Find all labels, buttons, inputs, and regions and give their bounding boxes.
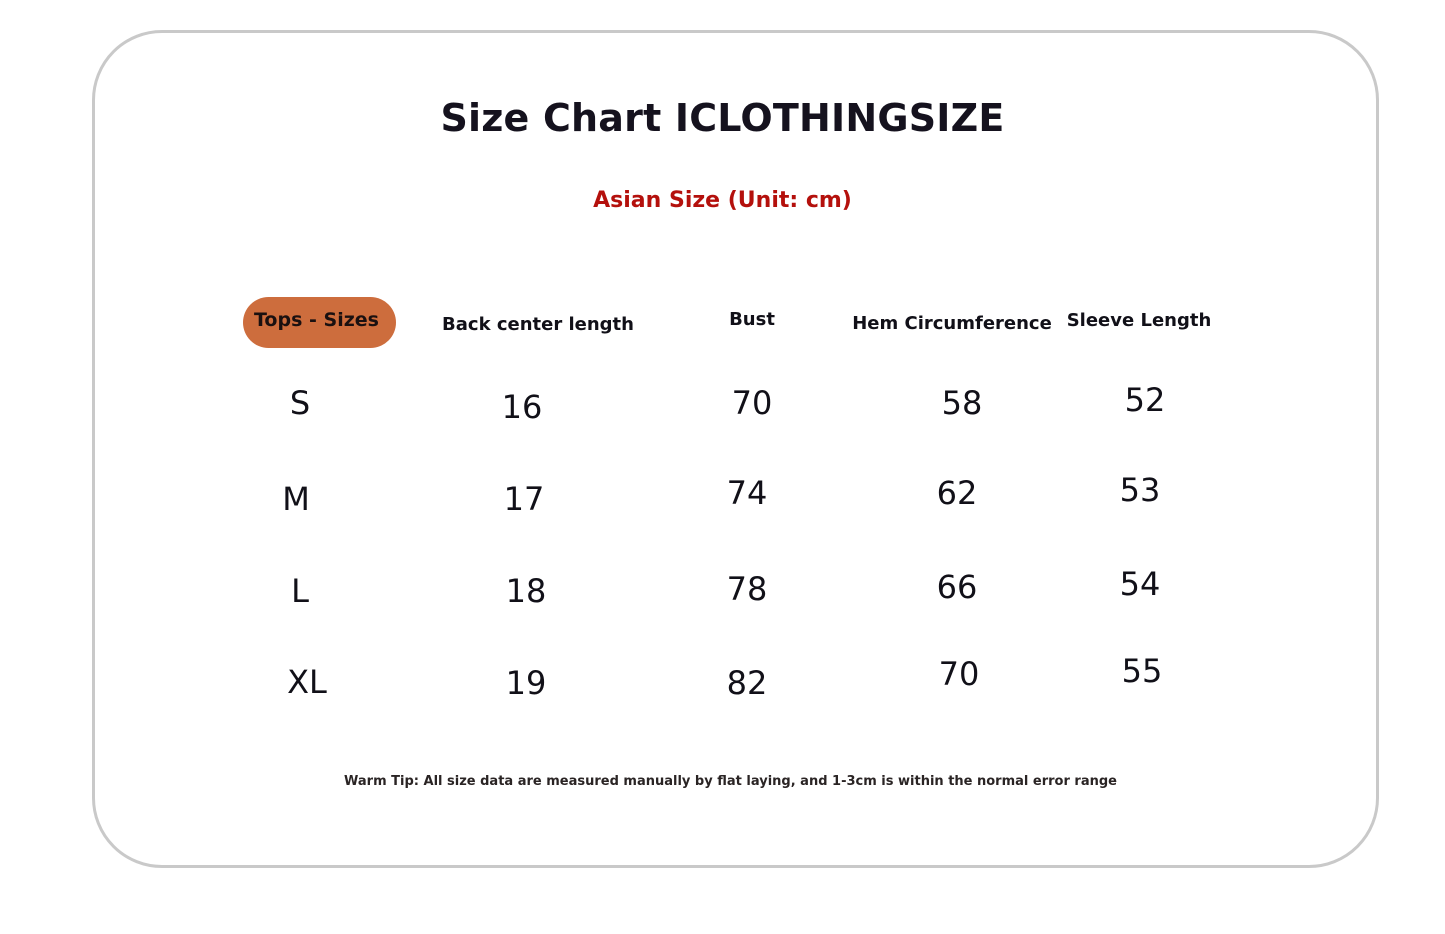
table-cell-bust: 74 [726,474,768,512]
column-header-hem-circumference: Hem Circumference [852,313,1052,334]
table-cell-bust: 70 [731,384,773,422]
table-cell-sleeve-length: 53 [1119,471,1161,509]
table-cell-back-center-length: 18 [505,572,547,610]
table-cell-bust: 78 [726,570,768,608]
table-cell-bust: 82 [726,664,768,702]
column-header-sleeve-length: Sleeve Length [1066,310,1212,331]
table-cell-back-center-length: 17 [503,480,545,518]
unit-subtitle: Asian Size (Unit: cm) [593,188,852,213]
size-header-label: Tops - Sizes [254,309,379,331]
table-cell-hem-circumference: 66 [936,568,978,606]
table-cell-sleeve-length: 52 [1124,381,1166,419]
size-chart-card [92,30,1379,868]
table-cell-hem-circumference: 70 [938,655,980,693]
table-cell-back-center-length: 16 [501,388,543,426]
column-header-back-center-length: Back center length [442,314,634,335]
table-row-size: S [289,384,311,422]
table-row-size: L [291,572,309,610]
table-cell-sleeve-length: 54 [1119,565,1161,603]
table-cell-sleeve-length: 55 [1121,652,1163,690]
column-header-bust: Bust [729,309,775,330]
warm-tip-note: Warm Tip: All size data are measured manually by flat laying, and 1-3cm is within the normal error range [344,774,1117,789]
table-cell-hem-circumference: 62 [936,474,978,512]
table-row-size: M [282,480,310,518]
table-cell-back-center-length: 19 [505,664,547,702]
page-title: Size Chart ICLOTHINGSIZE [440,96,1005,140]
table-row-size: XL [287,663,327,701]
table-cell-hem-circumference: 58 [941,384,983,422]
